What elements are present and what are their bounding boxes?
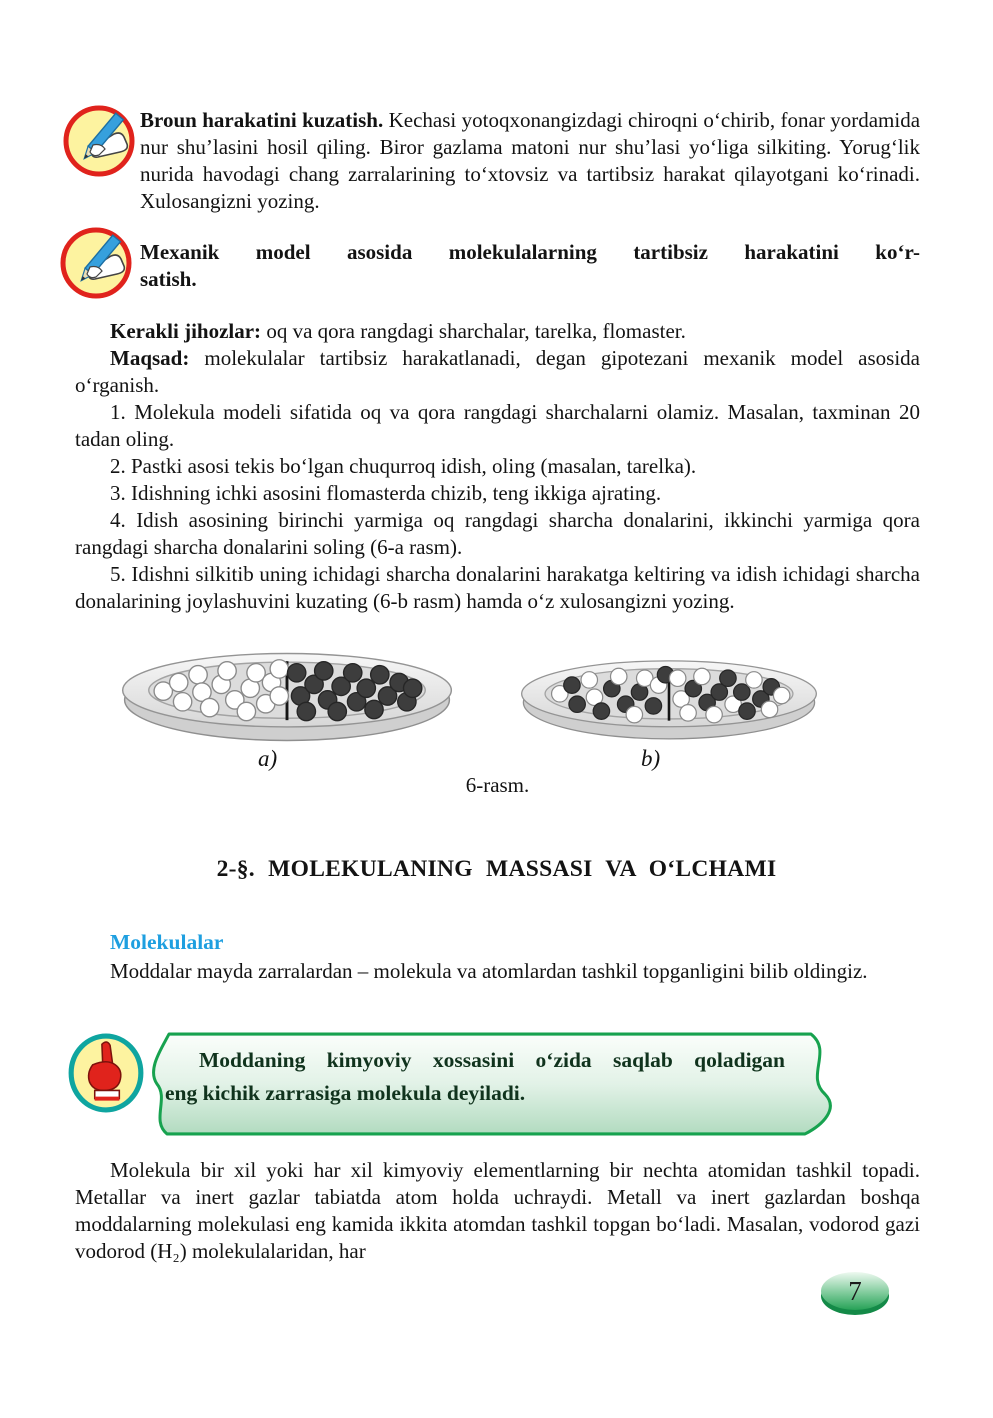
activity2-line2: satish.	[140, 267, 197, 291]
equipment-text: oq va qora rangdagi sharchalar, tarelka, flomaster.	[261, 319, 686, 343]
purpose-line	[75, 345, 920, 399]
equipment-label: Kerakli jihozlar:	[110, 319, 262, 343]
activity-lead: Broun harakatini kuzatish.	[140, 108, 384, 132]
closing-paragraph: Molekula bir xil yoki har xil kimyoviy elementlarning bir nechta atomidan tashkil topadi. Metallar va inert gazlar tabiatda atom holda uchraydi. Metall va inert gazlardan boshqa moddalarning molekulasi eng kamida ikkita atomdan tashkil topgan boʻladi. Masalan, vodorod gazi vodorod (H₂) molekulalaridan, har	[75, 1158, 920, 1263]
definition-text	[165, 1044, 785, 1110]
pencil-writing-icon	[62, 104, 136, 178]
step-item: 1. Molekula modeli sifatida oq va qora rangdagi sharchalarni olamiz. Masalan, taxminan 20 tadan oling.	[75, 400, 920, 451]
figure-label-a: a)	[258, 746, 278, 771]
definition-callout	[145, 1031, 857, 1137]
dish-a-illustration	[113, 645, 461, 747]
section-title: 2-§. MOLEKULANING MASSASI VA OʻLCHAMI	[216, 856, 777, 882]
definition-line1: Moddaning kimyoviy xossasini oʻzida saqlab qoladigan	[199, 1048, 785, 1072]
definition-line2: eng kichik zarrasiga molekula deyiladi.	[165, 1081, 526, 1105]
activity2-line1: Mexanik model asosida molekulalarning tartibsiz harakatini koʻr-	[140, 240, 920, 264]
step-item: 3. Idishning ichki asosini flomasterda chizib, teng ikkiga ajrating.	[110, 481, 662, 505]
step-item: 5. Idishni silkitib uning ichidagi sharcha donalarini harakatga keltiring va idish ichidagi sharcha donalarining joylashuvini kuzating (6-b rasm) hamda oʻz xulosangizni yozing.	[75, 562, 920, 613]
pencil-writing-icon	[59, 226, 133, 300]
step-item: 4. Idish asosining birinchi yarmiga oq rangdagi sharcha donalarini, ikkinchi yarmiga qora rangdagi sharcha donalarini soling (6-a rasm).	[75, 508, 920, 559]
activity-text: Kechasi yotoqxonangizdagi chiroqni oʻchirib, fonar yordamida nur shu’lasini hosil qiling. Biror gazlama matoni nur shu’lasi yoʻliga silkiting. Yorugʻlik nurida havodagi chang zarralarining toʻxtovsiz va tartibsiz harakat qilayotgani koʻrinadi. Xulosangizni yozing.	[140, 108, 921, 213]
purpose-label: Maqsad:	[110, 346, 190, 370]
pointing-hand-icon	[67, 1032, 145, 1114]
activity-brown-motion-paragraph	[140, 107, 920, 215]
subsection-heading-molekulalar: Molekulalar	[110, 930, 224, 954]
page-number: 7	[848, 1276, 862, 1306]
experiment-body	[75, 318, 920, 615]
figure-6	[75, 645, 920, 805]
step-item: 2. Pastki asosi tekis boʻlgan chuqurroq idish, oling (masalan, tarelka).	[110, 454, 697, 478]
molecules-paragraph: Moddalar mayda zarralardan – molekula va atomlardan tashkil topganligini bilib oldingiz.	[110, 959, 868, 983]
purpose-text: molekulalar tartibsiz harakatlanadi, degan gipotezani mexanik model asosida oʻrganish.	[75, 346, 920, 397]
page-number-badge	[817, 1269, 893, 1319]
dish-b-illustration	[513, 653, 825, 745]
figure-label-b: b)	[641, 746, 661, 771]
figure-caption: 6-rasm.	[465, 773, 530, 797]
equipment-line	[75, 318, 920, 345]
activity-mechanical-model-paragraph	[140, 239, 920, 293]
